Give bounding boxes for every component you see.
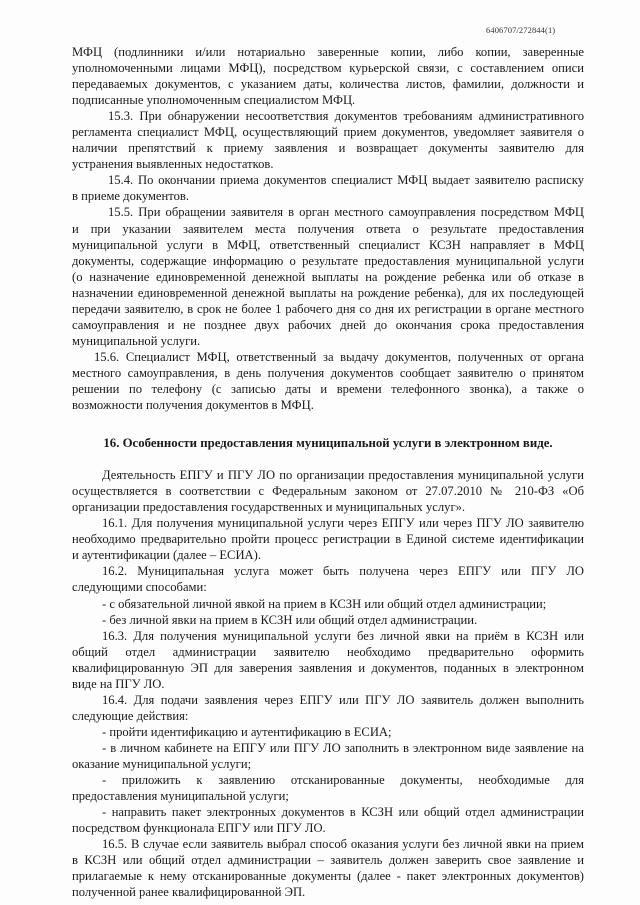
list-item: - пройти идентификацию и аутентификацию в ЕСИА; [102, 724, 392, 739]
text-line: полученной ранее квалифицированной ЭП. [72, 885, 306, 900]
text-line: 16.5. В случае если заявитель выбрал способ оказания услуги без личной явки на прием [102, 837, 584, 852]
paragraph-16-2 [72, 563, 584, 627]
text-line: виде на ПГУ ЛО. [72, 676, 165, 691]
text-line: передачи заявителю, в срок не более 1 рабочего дня со дня их регистрации в органе местного [72, 301, 584, 316]
paragraph-mfc-delivery [72, 44, 584, 108]
text-line: организации предоставления государственных и муниципальных услуг». [72, 500, 466, 515]
text-line: оказание муниципальной услуги; [72, 756, 252, 771]
text-line: Деятельность ЕПГУ и ПГУ ЛО по организации предоставления муниципальной услуги [102, 468, 584, 483]
list-item: - без личной явки на прием в КСЗН или общий отдел администрации. [102, 612, 478, 627]
text-line: передаваемых документов, с указанием даты, количества листов, фамилии, должности и [72, 77, 584, 92]
text-line: (о назначение единовременной денежной выплаты на рождение ребенка или об отказе в [72, 269, 584, 284]
text-line: и аутентификации (далее – ЕСИА). [72, 548, 261, 563]
text-line: осуществляется в соответствии с Федеральным законом от 27.07.2010 № 210-ФЗ «Об [72, 484, 584, 499]
paragraph-15-4 [72, 172, 584, 204]
text-line: 16.4. Для подачи заявления через ЕПГУ или ПГУ ЛО заявитель должен выполнить [102, 692, 584, 707]
text-line: в приеме документов. [72, 189, 189, 204]
text-line: предоставления муниципальной услуги; [72, 789, 289, 804]
text-line: 15.4. По окончании приема документов специалист МФЦ выдает заявителю расписку [108, 173, 584, 188]
text-line: документы, содержащие информацию о результате предоставления муниципальной услуги [72, 253, 584, 268]
text-line: МФЦ (подлинники и/или нотариально заверенные копии, либо копии, заверенные [72, 45, 584, 59]
paragraph-16-3 [72, 628, 584, 692]
text-line: местного самоуправления, в день получения документов сообщает заявителю о принятом [72, 365, 584, 380]
text-line: в КСЗН или общий отдел администрации – заявитель должен заверить свое заявление и [72, 853, 584, 868]
paragraph-16-1 [72, 515, 584, 563]
list-item: - направить пакет электронных документов в КСЗН или общий отдел администрации [102, 805, 584, 820]
text-line: возможности получения документов в МФЦ. [72, 398, 314, 413]
text-line: необходимо предварительно пройти процесс регистрации в Единой системе идентификации [72, 532, 584, 547]
text-line: и при указании заявителем места получения ответа о результате предоставления [72, 221, 584, 236]
list-item: - в личном кабинете на ЕПГУ или ПГУ ЛО заполнить в электронном виде заявление на [102, 740, 584, 755]
text-line: назначении единовременной денежной выплаты на рождение ребенка), для их последующей [72, 285, 584, 300]
text-line: наличии препятствий к приему заявления и возвращает документы заявителю для [72, 141, 584, 156]
document-id: 6406707/272844(1) [486, 25, 556, 35]
list-item: - с обязательной личной явкой на прием в КСЗН или общий отдел администрации; [102, 596, 547, 611]
paragraph-15-5 [72, 204, 584, 348]
text-line: прилагаемые к нему отсканированные документы (далее - пакет электронных документов) [72, 869, 584, 884]
text-line: следующие действия: [72, 708, 189, 723]
text-line: посредством функционала ЕПГУ или ПГУ ЛО. [72, 821, 326, 836]
text-line: устранения выявленных недостатков. [72, 157, 274, 172]
section-heading: 16. Особенности предоставления муниципальной услуги в электронном виде. [103, 436, 553, 451]
text-line: 15.6. Специалист МФЦ, ответственный за выдачу документов, полученных от органа [94, 349, 584, 364]
text-line: общий отдел администрации заявителю необходимо предварительно оформить [72, 644, 584, 659]
text-line: решении по телефону (с записью даты и времени телефонного звонка), а также о [72, 381, 584, 396]
text-line: 15.3. При обнаружении несоответствия документов требованиям административного [108, 109, 584, 124]
text-line: самоуправления и не позднее двух рабочих дней до окончания срока предоставления [72, 317, 584, 332]
paragraph-15-6 [72, 349, 584, 413]
text-line: муниципальной услуги в МФЦ, ответственный специалист КСЗН направляет в МФЦ [72, 237, 584, 252]
text-line: 15.5. При обращении заявителя в орган местного самоуправления посредством МФЦ [108, 205, 584, 220]
text-line: 16.3. Для получения муниципальной услуги без личной явки на приём в КСЗН или [102, 628, 584, 643]
paragraph-16-5 [72, 836, 584, 900]
paragraph-16-intro [72, 467, 584, 515]
text-line: следующими способами: [72, 580, 207, 595]
list-item: - приложить к заявлению отсканированные документы, необходимые для [102, 773, 584, 788]
text-line: подписанные уполномоченным специалистом МФЦ. [72, 93, 356, 108]
text-line: регламента специалист МФЦ, осуществляющий прием документов, уведомляет заявителя о [72, 125, 584, 140]
document-body [72, 44, 584, 900]
text-line: муниципальной услуги. [72, 333, 201, 348]
paragraph-16-4 [72, 692, 584, 836]
text-line: квалифицированную ЭП для заверения заявления и документов, поданных в электронном [72, 660, 584, 675]
paragraph-15-3 [72, 108, 584, 172]
text-line: 16.1. Для получения муниципальной услуги через ЕПГУ или через ПГУ ЛО заявителю [102, 516, 584, 531]
text-line: уполномоченными лицами МФЦ), посредством курьерской связи, с составлением описи [72, 61, 584, 76]
text-line: 16.2. Муниципальная услуга может быть получена через ЕПГУ или ПГУ ЛО [102, 564, 584, 579]
